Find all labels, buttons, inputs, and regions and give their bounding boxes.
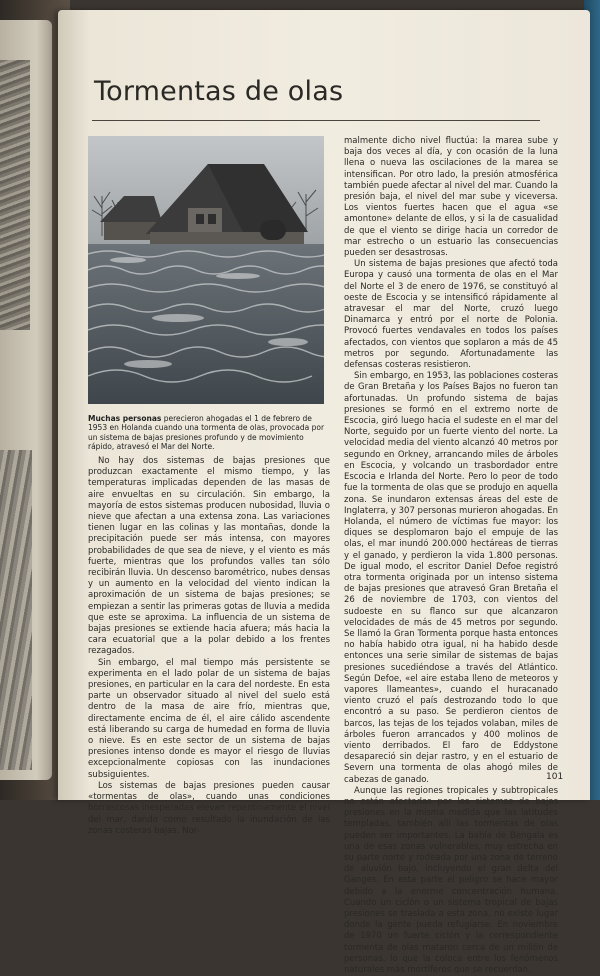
facing-page-illustration-lower — [0, 450, 32, 770]
paragraph: Un sistema de bajas presiones que afectó toda Europa y causó una tormenta de olas en el Mar del Norte el 3 de enero de 1976, se constituyó al oeste de Escocia y se intensificó rápidamente al atravesar el mar del Norte, cruzó luego Dinamarca y entró por el norte de Polonia. Provocó fuertes vendavales en todos los países afectados, con vientos que soplaron a más de 45 metros por segundo. Afortunadamente las defensas costeras resistieron. — [344, 259, 558, 371]
photo-caption — [88, 414, 328, 452]
paragraph: No hay dos sistemas de bajas presiones que produzcan exactamente el mismo tiempo, y las temperaturas implicadas dependen de las masas de aire envueltas en su circulación. Sin embargo, la mayoría de estos sistemas producen nubosidad, lluvia o nieve que afectan a una extensa zona. Las variaciones tienen lugar en las colinas y las montañas, donde la precipitación puede ser más intensa, con mayores probabilidades de que sea de nieve, y el viento es más fuerte, mientras que los profundos valles tan sólo recibirán lluvia. Un descenso barométrico, nubes densas y un aumento en la velocidad del viento indican la aproximación de un sistema de bajas presiones; se empiezan a sentir las primeras gotas de lluvia a medida que este se aproxima. La influencia de un sistema de bajas presiones se extiende hacia afuera; más hacia la cara ecuatorial que a la polar debido a los frentes rezagados. — [88, 456, 330, 657]
facing-page-illustration — [0, 60, 30, 330]
flooded-farmhouse-image — [88, 136, 324, 404]
title-rule — [92, 120, 540, 121]
book-page — [58, 10, 590, 976]
page-number: 101 — [546, 772, 564, 782]
flood-photo — [88, 136, 324, 404]
paragraph: malmente dicho nivel fluctúa: la marea sube y baja dos veces al día, y con ocasión de la luna llena o nueva las oscilaciones de la marea se intensifican. Por otro lado, la presión atmosférica también puede afectar al nivel del mar. Cuando la presión baja, el nivel del mar sube y viceversa. Los vientos fuertes hacen que el agua «se amontone» delante de ellos, y si la de casualidad de que el viento se dirige hacia un corredor de mar estrecho o un estuario las consecuencias pueden ser desastrosas. — [344, 136, 558, 259]
paragraph: Sin embargo, el mal tiempo más persistente se experimenta en el lado polar de un sistema de bajas presiones, en particular en la cara del nordeste. En esta parte un observador situado al nivel del suelo está dentro de la masa de aire frío, mientras que, directamente encima de él, el aire cálido ascendente está liberando su carga de humedad en forma de lluvia o nieve. Es en este sector de un sistema de bajas presiones intenso donde es mayor el riesgo de lluvias excepcionalmente copiosas con las inundaciones subsiguientes. — [88, 657, 330, 780]
paragraph: Sin embargo, en 1953, las poblaciones costeras de Gran Bretaña y los Países Bajos no fueron tan afortunadas. Un profundo sistema de bajas presiones se formó en el extremo norte de Escocia, giró luego hacia el sudeste en el mar del Norte, seguido por un fuerte viento del norte. La velocidad media del viento alcanzó 40 metros por segundo en Orkney, arrancando miles de árboles en Escocia, y volcando un trasbordador entre Escocia e Irlanda del Norte. Pero lo peor de todo fue la tormenta de olas que se produjo en aquella zona. Se inundaron extensas áreas del este de Inglaterra, y 307 personas murieron ahogadas. En Holanda, el número de víctimas fue mayor: los diques se desplomaron bajo el empuje de las olas, el mar inundó 200.000 hectáreas de tierras y el ganado, y perdieron la vida 1.800 personas. De igual modo, el escritor Daniel Defoe registró otra tormenta originada por un intenso sistema de bajas presiones que atravesó Gran Bretaña el 26 de noviembre de 1703, con vientos del sudoeste en su flanco sur que alcanzaron velocidades de más de 45 metros por segundo. Se llamó la Gran Tormenta porque hasta entonces no había habido otra igual, ni ha habido desde entonces una serie similar de sistemas de bajas presiones sucediéndose a través del Atlántico. Según Defoe, «el aire estaba lleno de meteoros y vapores llameantes», cuando el huracanado viento cruzó el país destrozando todo lo que encontró a su paso. Se perdieron cientos de barcos, las tejas de los tejados volaban, miles de árboles fueron arrancados y 400 molinos de viento derribados. El faro de Eddystone desapareció sin dejar rastro, y en el estuario de Severn una tormenta de olas ahogó miles de cabezas de ganado. — [344, 371, 558, 785]
caption-text: perecieron ahogadas el 1 de febrero de 1953 en Holanda cuando una tormenta de olas, provocada por un sistema de bajas presiones profundo y de movimiento rápido, atravesó el Mar del Norte. — [88, 414, 325, 452]
caption-lead: Muchas personas — [88, 414, 162, 423]
text-column-right — [344, 136, 558, 976]
text-column-left — [88, 456, 330, 837]
page-title: Tormentas de olas — [94, 76, 344, 107]
paragraph: Aunque las regiones tropicales y subtropicales no están afectadas por los sistemas de bajas presiones en la misma medida que las latitudes templadas, también allí las tormentas de olas pueden ser importantes. La bahía de Bengala es una de esas zonas vulnerables, muy estrecha en su parte norte y rodeada por una zona de terreno de aluvión bajo, incluyendo el gran delta del Ganges. En esta parte el peligro se hace mayor debido a la enorme concentración humana. Cuando un ciclón o un sistema tropical de bajas presiones se traslada a esta zona, no existe lugar donde la gente pueda refugiarse. En noviembre de 1970 un fuerte ciclón y la correspondiente tormenta de olas mataron cerca de un millón de personas, lo que la coloca entre los fenómenos naturales más mortíferos que se recuerdan. — [344, 785, 558, 976]
paragraph: Los sistemas de bajas presiones pueden causar «tormentas de olas», cuando unas condiciones borrascosas inesperadas elevan repentinamente el nivel del mar, dando como resultado la inundación de las zonas costeras bajas. Nor- — [88, 780, 330, 836]
